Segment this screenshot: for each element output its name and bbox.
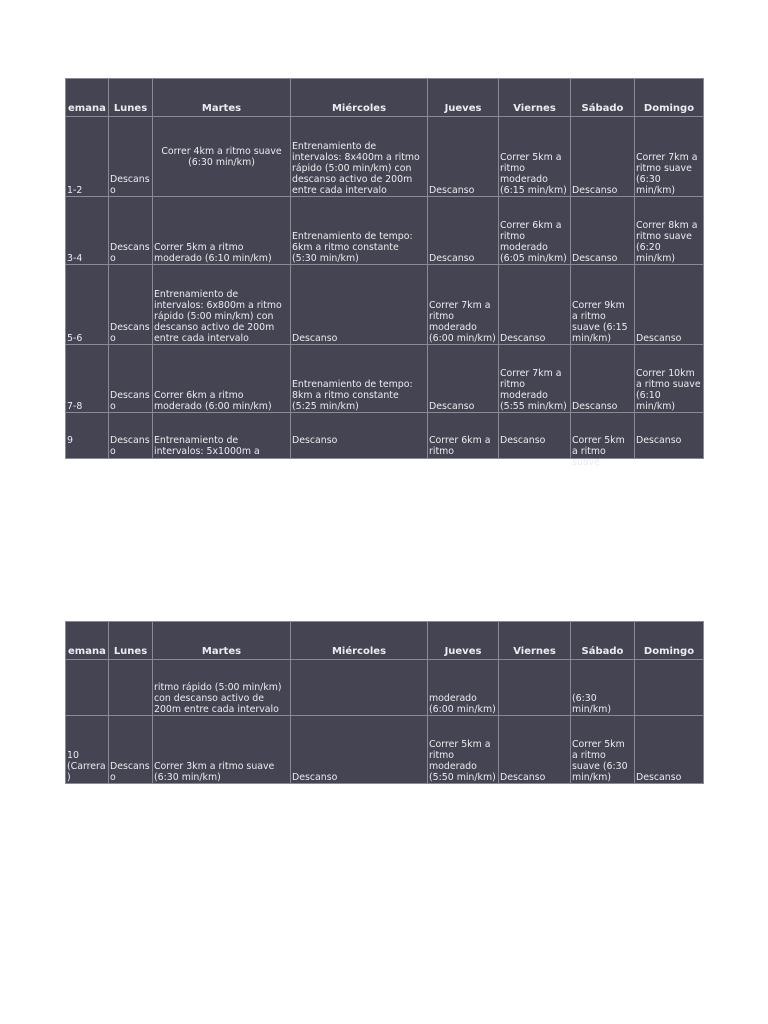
cell-martes: Correr 4km a ritmo suave (6:30 min/km) — [153, 117, 291, 197]
cell-domingo — [635, 660, 704, 716]
cell-text: Descanso — [292, 435, 338, 446]
header-miercoles: Miércoles — [291, 79, 428, 117]
cell-viernes — [499, 660, 571, 716]
cell-viernes: Correr 7km a ritmo moderado (5:55 min/km) — [499, 345, 571, 413]
training-table-page-2 — [65, 621, 704, 784]
cell-martes: Correr 3km a ritmo suave (6:30 min/km) — [153, 716, 291, 784]
table-row — [66, 265, 704, 345]
table-row — [66, 660, 704, 716]
cell-jueves: Descanso — [428, 117, 499, 197]
table-row — [66, 197, 704, 265]
cell-sabado: Correr 9km a ritmo suave (6:15 min/km) — [571, 265, 635, 345]
cell-viernes: Correr 6km a ritmo moderado (6:05 min/km) — [499, 197, 571, 265]
table-header-row — [66, 622, 704, 660]
cell-jueves: moderado (6:00 min/km) — [428, 660, 499, 716]
cell-domingo: Correr 7km a ritmo suave (6:30 min/km) — [635, 117, 704, 197]
header-martes: Martes — [153, 622, 291, 660]
cell-lunes: Descanso — [109, 716, 153, 784]
cell-lunes — [109, 413, 153, 459]
cell-viernes: Correr 5km a ritmo moderado (6:15 min/km) — [499, 117, 571, 197]
cell-text: Correr 6km a ritmo — [429, 435, 491, 457]
header-sabado: Sábado — [571, 622, 635, 660]
cell-viernes: Descanso — [499, 716, 571, 784]
header-jueves: Jueves — [428, 79, 499, 117]
header-sabado: Sábado — [571, 79, 635, 117]
cell-martes: Correr 5km a ritmo moderado (6:10 min/km) — [153, 197, 291, 265]
cell-semana — [66, 660, 109, 716]
cell-text: Descanso — [636, 435, 682, 446]
cell-jueves: Correr 7km a ritmo moderado (6:00 min/km) — [428, 265, 499, 345]
cell-domingo: Correr 8km a ritmo suave (6:20 min/km) — [635, 197, 704, 265]
cell-lunes — [109, 660, 153, 716]
cell-text: Correr 5km a ritmo suave — [572, 435, 625, 468]
header-semana: emana — [66, 622, 109, 660]
header-semana: emana — [66, 79, 109, 117]
cell-jueves: Descanso — [428, 345, 499, 413]
cell-lunes: Descanso — [109, 117, 153, 197]
header-viernes: Viernes — [499, 79, 571, 117]
cell-semana: 3-4 — [66, 197, 109, 265]
header-domingo: Domingo — [635, 622, 704, 660]
header-viernes: Viernes — [499, 622, 571, 660]
cell-lunes: Descanso — [109, 345, 153, 413]
header-martes: Martes — [153, 79, 291, 117]
cell-jueves — [428, 413, 499, 459]
cell-domingo: Descanso — [635, 716, 704, 784]
cell-jueves: Descanso — [428, 197, 499, 265]
cell-sabado: (6:30 min/km) — [571, 660, 635, 716]
cell-martes — [153, 413, 291, 459]
cell-semana: 5-6 — [66, 265, 109, 345]
cell-jueves: Correr 5km a ritmo moderado (5:50 min/km) — [428, 716, 499, 784]
header-domingo: Domingo — [635, 79, 704, 117]
cell-miercoles: Descanso — [291, 716, 428, 784]
table-header-row — [66, 79, 704, 117]
cell-text: Entrenamiento de intervalos: 5x1000m a — [154, 435, 260, 457]
cell-miercoles: Entrenamiento de tempo: 8km a ritmo constante (5:25 min/km) — [291, 345, 428, 413]
cell-miercoles: Entrenamiento de tempo: 6km a ritmo constante (5:30 min/km) — [291, 197, 428, 265]
cell-martes: ritmo rápido (5:00 min/km) con descanso activo de 200m entre cada intervalo — [153, 660, 291, 716]
header-miercoles: Miércoles — [291, 622, 428, 660]
cell-semana: 1-2 — [66, 117, 109, 197]
cell-semana: 7-8 — [66, 345, 109, 413]
cell-sabado — [571, 413, 635, 468]
cell-domingo — [635, 413, 704, 459]
cell-lunes: Descanso — [109, 265, 153, 345]
header-jueves: Jueves — [428, 622, 499, 660]
training-table-page-1 — [65, 78, 704, 468]
cell-text: Descanso — [500, 435, 546, 446]
cell-miercoles: Descanso — [291, 265, 428, 345]
table-row — [66, 413, 704, 459]
cell-martes: Entrenamiento de intervalos: 6x800m a ritmo rápido (5:00 min/km) con descanso activo de 200m entre cada intervalo — [153, 265, 291, 345]
cell-lunes: Descanso — [109, 197, 153, 265]
cell-sabado: Correr 5km a ritmo suave (6:30 min/km) — [571, 716, 635, 784]
cell-semana: 10 (Carrera) — [66, 716, 109, 784]
cell-sabado: Descanso — [571, 345, 635, 413]
cell-martes: Correr 6km a ritmo moderado (6:00 min/km) — [153, 345, 291, 413]
header-lunes: Lunes — [109, 622, 153, 660]
table-row — [66, 345, 704, 413]
cell-sabado: Descanso — [571, 197, 635, 265]
table-row — [66, 716, 704, 784]
cell-viernes: Descanso — [499, 265, 571, 345]
cell-viernes — [499, 413, 571, 459]
cell-sabado: Descanso — [571, 117, 635, 197]
cell-domingo: Correr 10km a ritmo suave (6:10 min/km) — [635, 345, 704, 413]
cell-domingo: Descanso — [635, 265, 704, 345]
cell-miercoles — [291, 413, 428, 459]
cell-semana — [66, 413, 109, 459]
cell-miercoles: Entrenamiento de intervalos: 8x400m a ritmo rápido (5:00 min/km) con descanso activo de 200m entre cada intervalo — [291, 117, 428, 197]
header-lunes: Lunes — [109, 79, 153, 117]
cell-text: 9 — [67, 435, 73, 446]
table-row — [66, 117, 704, 197]
cell-miercoles — [291, 660, 428, 716]
cell-text: Descanso — [110, 435, 150, 457]
